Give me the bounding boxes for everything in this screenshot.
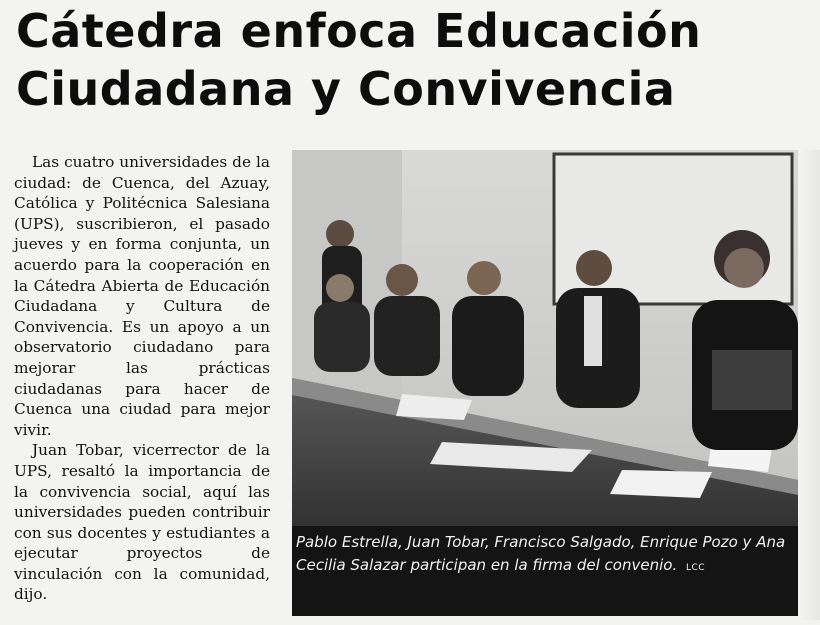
headline-line-1: Cátedra enfoca Educación: [16, 4, 702, 58]
photo-caption: [296, 531, 792, 579]
article-paragraph-1: Las cuatro universidades de la ciudad: de Cuenca, del Azuay, Católica y Politécnica Salesiana (UPS), suscribieron, el pasado jueves y en forma conjunta, un acuerdo para la cooperación en la Cátedra Abierta de Educación Ciudadana y Cultura de Convivencia. Es un apoyo a un observatorio ciudadano para mejorar las prácticas ciudadanas para hacer de Cuenca una ciudad para mejor vivir.: [14, 153, 270, 439]
bleed-through-edge: [800, 150, 820, 620]
headline-line-2: Ciudadana y Convivencia: [16, 62, 676, 116]
article-body: [14, 152, 270, 605]
article-paragraph-2: Juan Tobar, vicerrector de la UPS, resaltó la importancia de la convivencia social, aquí las universidades pueden contribuir con sus docentes y estudiantes a ejecutar proyectos de vinculación con la comunidad, dijo.: [14, 441, 270, 604]
photo-name-plate: [610, 470, 712, 498]
photo-credit: LCC: [686, 562, 706, 573]
article-headline: [16, 2, 806, 118]
caption-text: Pablo Estrella, Juan Tobar, Francisco Salgado, Enrique Pozo y Ana Cecilia Salazar participan en la firma del convenio.: [296, 533, 786, 574]
